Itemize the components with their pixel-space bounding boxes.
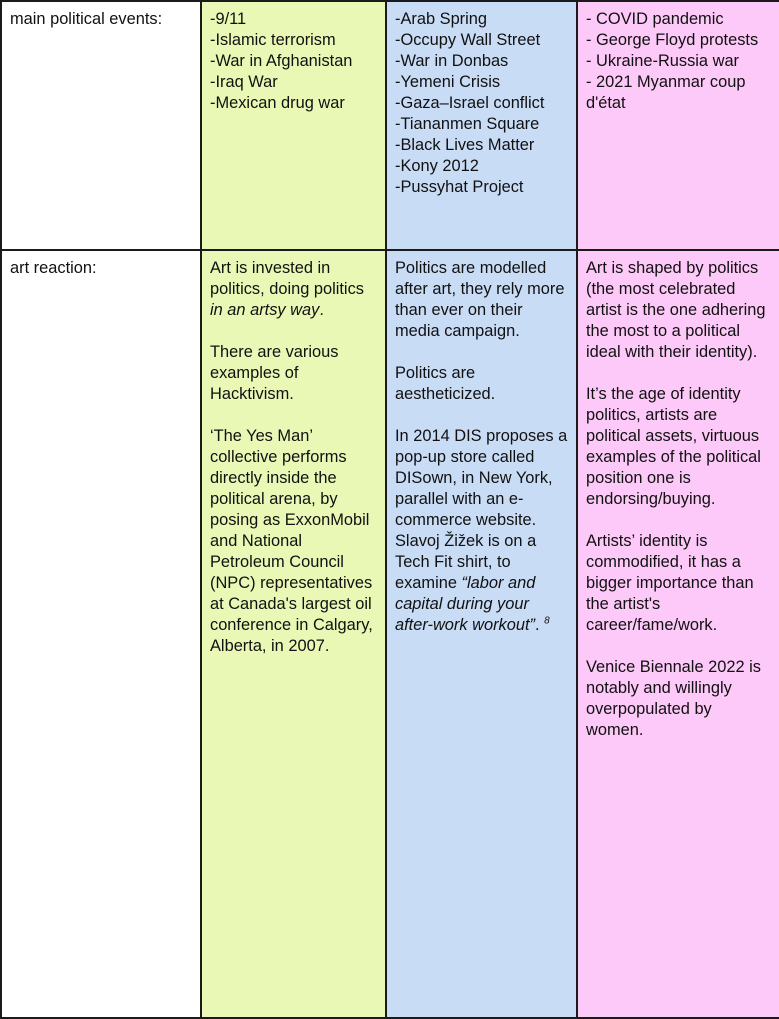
paragraph: There are various examples of Hacktivism.: [210, 343, 339, 403]
paragraph: Politics are aestheticized.: [395, 364, 496, 403]
row-label-reaction: [1, 250, 201, 1018]
list-item: - George Floyd protests: [586, 31, 759, 49]
row-label-reaction-text: art reaction:: [10, 259, 97, 277]
list-item: -Mexican drug war: [210, 94, 345, 112]
reaction-cell-pink: [577, 250, 779, 1018]
paragraph: Venice Biennale 2022 is notably and willingly overpopulated by women.: [586, 658, 761, 739]
list-item: -Yemeni Crisis: [395, 73, 501, 91]
list-item: - Ukraine-Russia war: [586, 52, 740, 70]
footnote-marker: 8: [544, 615, 550, 627]
list-item: -Gaza–Israel conflict: [395, 94, 545, 112]
list-item: -Pussyhat Project: [395, 178, 524, 196]
paragraph: It’s the age of identity politics, artists are political assets, virtuous examples of the political position one is endorsing/buying.: [586, 385, 761, 508]
list-item: -War in Donbas: [395, 52, 509, 70]
list-item: -War in Afghanistan: [210, 52, 353, 70]
list-item: -Occupy Wall Street: [395, 31, 541, 49]
list-item: - COVID pandemic: [586, 10, 724, 28]
paragraph: ‘The Yes Man’ collective performs directly inside the political arena, by posing as ExxonMobil and National Petroleum Council (NPC) representatives at Canada's largest oil conference in Calgary, Alberta, in 2007.: [210, 427, 373, 655]
events-cell-blue: [386, 1, 577, 250]
row-label-events: [1, 1, 201, 250]
list-item: -Kony 2012: [395, 157, 479, 175]
table-row-reaction: [1, 250, 779, 1018]
list-item: -Black Lives Matter: [395, 136, 535, 154]
events-cell-green: [201, 1, 386, 250]
events-cell-pink: [577, 1, 779, 250]
emphasis-text: in an artsy way: [210, 301, 320, 319]
list-item: -Tiananmen Square: [395, 115, 540, 133]
paragraph: Art is invested in politics, doing politics in an artsy way.: [210, 259, 364, 319]
list-item: -Iraq War: [210, 73, 278, 91]
emphasis-text: “labor and capital during your after-work workout”: [395, 574, 536, 634]
paragraph: In 2014 DIS proposes a pop-up store called DISown, in New York, parallel with an e-commerce website. Slavoj Žižek is on a Tech Fit shirt, to examine “labor and capital during your after-work workout”. $^8$: [395, 427, 568, 634]
reaction-cell-green: [201, 250, 386, 1018]
paragraph: Politics are modelled after art, they rely more than ever on their media campaign.: [395, 259, 565, 340]
reaction-cell-blue: [386, 250, 577, 1018]
table-row-events: [1, 1, 779, 250]
list-item: - 2021 Myanmar coup: [586, 73, 746, 91]
row-label-events-text: main political events:: [10, 10, 163, 28]
list-item: -Islamic terrorism: [210, 31, 336, 49]
list-item: -Arab Spring: [395, 10, 488, 28]
list-item: -9/11: [210, 10, 247, 28]
paragraph: Art is shaped by politics (the most celebrated artist is the one adhering the most to a political ideal with their identity).: [586, 259, 766, 361]
paragraph: Artists’ identity is commodified, it has a bigger importance than the artist's career/fame/work.: [586, 532, 754, 634]
list-item: d'état: [586, 94, 626, 112]
